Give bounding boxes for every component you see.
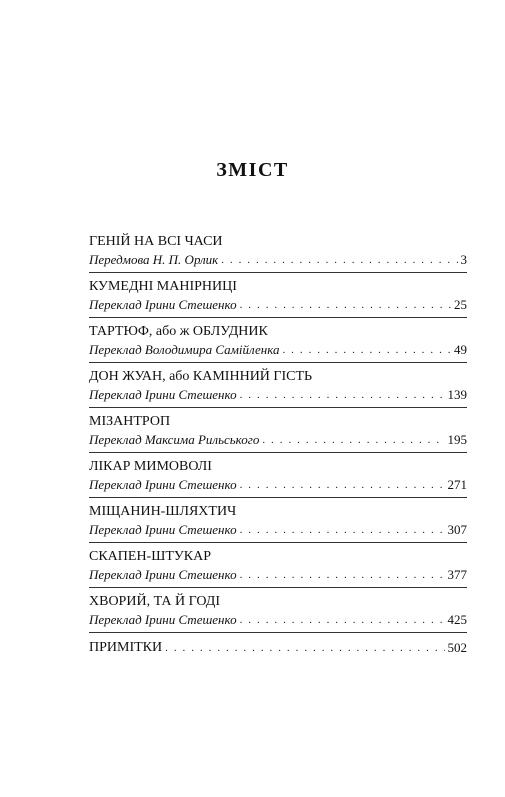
toc-entry-title: ПРИМІТКИ: [89, 640, 163, 655]
dot-leader: [240, 477, 445, 493]
toc-page-number: 3: [460, 252, 467, 267]
toc-entry-title: ДОН ЖУАН, або КАМІННИЙ ГІСТЬ: [89, 369, 313, 384]
toc-page-number: 49: [454, 342, 467, 357]
toc-page-number: 502: [447, 640, 467, 655]
toc-entry-subtitle: Переклад Ірини Стешенко: [89, 297, 237, 312]
toc-entry-line: [89, 475, 467, 493]
toc-entry-subtitle: Переклад Ірини Стешенко: [89, 477, 237, 492]
toc-entry-line: [89, 610, 467, 628]
toc-entry-maniernytsi[interactable]: [89, 278, 467, 313]
toc-entry-subtitle: Передмова Н. П. Орлик: [89, 252, 219, 267]
toc-page-number: 25: [454, 297, 467, 312]
toc-entry-title: СКАПЕН-ШТУКАР: [89, 549, 212, 564]
toc-entry-subtitle: Переклад Ірини Стешенко: [89, 567, 237, 582]
toc-entry-title: МІЗАНТРОП: [89, 414, 171, 429]
divider: [89, 407, 467, 408]
toc-entry-scapin[interactable]: [89, 548, 467, 583]
toc-entry-line: [89, 638, 467, 656]
toc-entry-line: [89, 430, 467, 448]
toc-entry-title: ТАРТЮФ, або ж ОБЛУДНИК: [89, 324, 268, 339]
dot-leader: [240, 387, 445, 403]
divider: [89, 317, 467, 318]
toc-entry-subtitle: Переклад Ірини Стешенко: [89, 387, 237, 402]
toc-entry-subtitle: Переклад Максима Рильського: [89, 432, 260, 447]
toc-entry-bourgeois[interactable]: [89, 503, 467, 538]
toc-page-number: 307: [447, 522, 467, 537]
dot-leader: [221, 252, 457, 268]
page-title: ЗМІСТ: [216, 159, 289, 181]
toc-entry-subtitle: Переклад Ірини Стешенко: [89, 522, 237, 537]
toc-entry-line: [89, 565, 467, 583]
divider: [89, 587, 467, 588]
divider: [89, 272, 467, 273]
toc-entry-doctor[interactable]: [89, 458, 467, 493]
toc-page-number: 271: [447, 477, 467, 492]
divider: [89, 362, 467, 363]
toc-entry-line: [89, 340, 467, 358]
toc-entry-line: [89, 520, 467, 538]
toc-entry-title: ЛІКАР МИМОВОЛІ: [89, 459, 212, 474]
dot-leader: [262, 432, 444, 448]
toc-entry-imaginary-invalid[interactable]: [89, 593, 467, 628]
dot-leader: [240, 522, 445, 538]
toc-entry-title: КУМЕДНІ МАНІРНИЦІ: [89, 279, 237, 294]
table-of-contents: [89, 233, 467, 656]
toc-entry-don-juan[interactable]: [89, 368, 467, 403]
divider: [89, 542, 467, 543]
toc-entry-title: МІЩАНИН-ШЛЯХТИЧ: [89, 504, 237, 519]
toc-entry-line: [89, 250, 467, 268]
toc-entry-preface[interactable]: [89, 233, 467, 268]
toc-entry-subtitle: Переклад Володимира Самійленка: [89, 342, 280, 357]
divider: [89, 497, 467, 498]
toc-entry-line: [89, 385, 467, 403]
toc-entry-line: [89, 295, 467, 313]
toc-entry-tartuffe[interactable]: [89, 323, 467, 358]
dot-leader: [240, 612, 445, 628]
toc-page-number: 377: [447, 567, 467, 582]
divider: [89, 452, 467, 453]
dot-leader: [240, 297, 451, 313]
divider: [89, 632, 467, 633]
dot-leader: [240, 567, 445, 583]
toc-page-number: 139: [447, 387, 467, 402]
toc-entry-subtitle: Переклад Ірини Стешенко: [89, 612, 237, 627]
dot-leader: [282, 342, 451, 358]
dot-leader: [165, 640, 444, 656]
toc-page-number: 195: [447, 432, 467, 447]
toc-entry-misanthrope[interactable]: [89, 413, 467, 448]
toc-entry-notes[interactable]: [89, 638, 467, 656]
toc-entry-title: ХВОРИЙ, ТА Й ГОДІ: [89, 594, 221, 609]
toc-entry-title: ГЕНІЙ НА ВСІ ЧАСИ: [89, 234, 223, 249]
toc-page-number: 425: [447, 612, 467, 627]
